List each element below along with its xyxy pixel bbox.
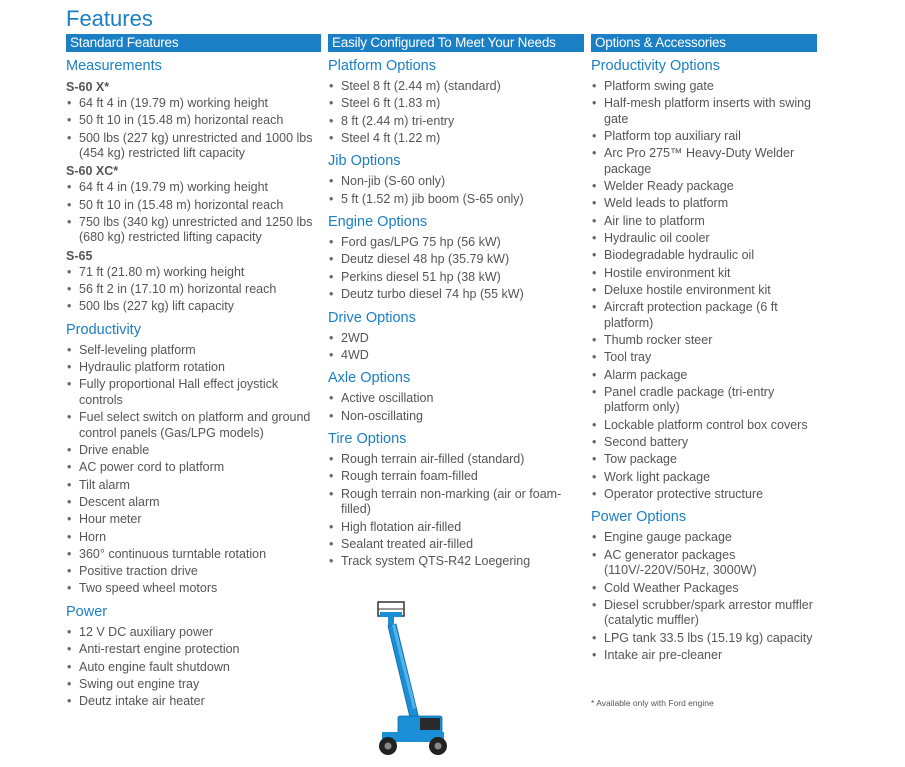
column-header: Easily Configured To Meet Your Needs xyxy=(328,34,584,52)
list-item: • Non-jib (S-60 only) xyxy=(328,174,584,190)
feature-list xyxy=(328,452,584,569)
section-jib-options xyxy=(328,153,584,207)
list-item: • 56 ft 2 in (17.10 m) horizontal reach xyxy=(66,282,321,298)
section-engine-options xyxy=(328,214,584,302)
list-item: • Work light package xyxy=(591,470,817,486)
list-item: • Hydraulic oil cooler xyxy=(591,231,817,247)
list-item: • Second battery xyxy=(591,435,817,451)
list-item: • Swing out engine tray xyxy=(66,677,321,693)
list-item: • Operator protective structure xyxy=(591,487,817,503)
footnote: * Available only with Ford engine xyxy=(591,698,714,708)
list-item: • Platform top auxiliary rail xyxy=(591,129,817,145)
page-title: Features xyxy=(66,6,153,31)
section-title: Productivity xyxy=(66,321,141,338)
list-item: • 360° continuous turntable rotation xyxy=(66,547,321,563)
section-title: Power xyxy=(66,603,108,620)
list-item: • Descent alarm xyxy=(66,495,321,511)
list-item: • Alarm package xyxy=(591,368,817,384)
list-item: • Thumb rocker steer xyxy=(591,333,817,349)
model-label: S-60 X* xyxy=(66,80,110,94)
feature-list xyxy=(328,331,584,364)
list-item: • Auto engine fault shutdown xyxy=(66,660,321,676)
list-item: • Intake air pre-cleaner xyxy=(591,648,817,664)
list-item: • Hostile environment kit xyxy=(591,266,817,282)
list-item: • AC generator packages (110V/-220V/50Hz, 3000W) xyxy=(591,548,817,579)
list-item: • 64 ft 4 in (19.79 m) working height xyxy=(66,180,321,196)
list-item: • Cold Weather Packages xyxy=(591,581,817,597)
feature-list xyxy=(66,180,321,246)
column-header: Standard Features xyxy=(66,34,321,52)
list-item: • Aircraft protection package (6 ft platform) xyxy=(591,300,817,331)
list-item: • 12 V DC auxiliary power xyxy=(66,625,321,641)
list-item: • 50 ft 10 in (15.48 m) horizontal reach xyxy=(66,113,321,129)
feature-list xyxy=(328,174,584,207)
list-item: • 5 ft (1.52 m) jib boom (S-65 only) xyxy=(328,192,584,208)
feature-list xyxy=(66,96,321,162)
list-item: • 2WD xyxy=(328,331,584,347)
model-label: S-65 xyxy=(66,248,93,263)
column-header: Options & Accessories xyxy=(591,34,817,52)
list-item: • Ford gas/LPG 75 hp (56 kW) xyxy=(328,235,584,251)
list-item: • 4WD xyxy=(328,348,584,364)
list-item: • LPG tank 33.5 lbs (15.19 kg) capacity xyxy=(591,631,817,647)
list-item: • Hour meter xyxy=(66,512,321,528)
feature-list xyxy=(66,343,321,597)
feature-list xyxy=(66,265,321,315)
list-item: • Air line to platform xyxy=(591,214,817,230)
list-item: • Sealant treated air-filled xyxy=(328,537,584,553)
list-item: • Self-leveling platform xyxy=(66,343,321,359)
list-item: • 50 ft 10 in (15.48 m) horizontal reach xyxy=(66,198,321,214)
list-item: • Deluxe hostile environment kit xyxy=(591,283,817,299)
feature-list xyxy=(591,79,817,502)
list-item: • Fully proportional Hall effect joystick controls xyxy=(66,377,321,408)
list-item: • Tow package xyxy=(591,452,817,468)
list-item: • 71 ft (21.80 m) working height xyxy=(66,265,321,281)
section-productivity-options xyxy=(591,58,817,502)
list-item: • Deutz diesel 48 hp (35.79 kW) xyxy=(328,252,584,268)
list-item: • Positive traction drive xyxy=(66,564,321,580)
feature-list xyxy=(328,79,584,146)
section-title: Measurements xyxy=(66,58,162,74)
section-platform-options xyxy=(328,58,584,146)
list-item: • Horn xyxy=(66,530,321,546)
list-item: • Hydraulic platform rotation xyxy=(66,360,321,376)
list-item: • Lockable platform control box covers xyxy=(591,418,817,434)
column-configuration xyxy=(328,34,584,577)
list-item: • Track system QTS-R42 Loegering xyxy=(328,554,584,570)
list-item: • Fuel select switch on platform and ground control panels (Gas/LPG models) xyxy=(66,410,321,441)
section-title: Engine Options xyxy=(328,214,428,231)
section-title: Jib Options xyxy=(328,153,401,170)
section-title: Power Options xyxy=(591,509,687,526)
list-item: • Arc Pro 275™ Heavy-Duty Welder package xyxy=(591,146,817,177)
model-label: S-60 XC* xyxy=(66,164,119,179)
list-item: • 64 ft 4 in (19.79 m) working height xyxy=(66,96,321,112)
list-item: • Tool tray xyxy=(591,350,817,366)
section-title: Productivity Options xyxy=(591,58,720,74)
list-item: • Anti-restart engine protection xyxy=(66,642,321,658)
list-item: • Biodegradable hydraulic oil xyxy=(591,248,817,264)
feature-list xyxy=(591,530,817,663)
section-drive-options xyxy=(328,310,584,364)
list-item: • Steel 4 ft (1.22 m) xyxy=(328,131,584,147)
column-standard-features xyxy=(66,34,321,717)
list-item: • Welder Ready package xyxy=(591,179,817,195)
list-item: • Diesel scrubber/spark arrestor muffler (catalytic muffler) xyxy=(591,598,817,629)
section-tire-options xyxy=(328,431,584,569)
section-title: Platform Options xyxy=(328,58,436,74)
list-item: • 500 lbs (227 kg) unrestricted and 1000 lbs (454 kg) restricted lift capacity xyxy=(66,131,321,162)
feature-list xyxy=(328,235,584,302)
section-title: Axle Options xyxy=(328,370,411,387)
list-item: • Non-oscillating xyxy=(328,409,584,425)
list-item: • Active oscillation xyxy=(328,391,584,407)
list-item: • Half-mesh platform inserts with swing gate xyxy=(591,96,817,127)
list-item: • High flotation air-filled xyxy=(328,520,584,536)
section-title: Drive Options xyxy=(328,309,416,326)
list-item: • Steel 6 ft (1.83 m) xyxy=(328,96,584,112)
section-axle-options xyxy=(328,370,584,424)
list-item: • Perkins diesel 51 hp (38 kW) xyxy=(328,270,584,286)
list-item: • 750 lbs (340 kg) unrestricted and 1250 lbs (680 kg) restricted lifting capacity xyxy=(66,215,321,246)
feature-list xyxy=(66,625,321,710)
list-item: • Engine gauge package xyxy=(591,530,817,546)
list-item: • Drive enable xyxy=(66,443,321,459)
list-item: • Rough terrain non-marking (air or foam-filled) xyxy=(328,487,584,518)
section-power-options xyxy=(591,509,817,663)
list-item: • 500 lbs (227 kg) lift capacity xyxy=(66,299,321,315)
section-measurements xyxy=(66,58,321,315)
list-item: • Deutz turbo diesel 74 hp (55 kW) xyxy=(328,287,584,303)
section-title: Tire Options xyxy=(328,431,407,448)
list-item: • Two speed wheel motors xyxy=(66,581,321,597)
section-productivity xyxy=(66,322,321,597)
boom-lift-image xyxy=(358,598,468,760)
list-item: • Weld leads to platform xyxy=(591,196,817,212)
feature-list xyxy=(328,391,584,424)
list-item: • Rough terrain foam-filled xyxy=(328,469,584,485)
section-power xyxy=(66,604,321,710)
list-item: • Steel 8 ft (2.44 m) (standard) xyxy=(328,79,584,95)
list-item: • AC power cord to platform xyxy=(66,460,321,476)
list-item: • Tilt alarm xyxy=(66,478,321,494)
column-options-accessories xyxy=(591,34,817,670)
list-item: • 8 ft (2.44 m) tri-entry xyxy=(328,114,584,130)
list-item: • Rough terrain air-filled (standard) xyxy=(328,452,584,468)
list-item: • Deutz intake air heater xyxy=(66,694,321,710)
list-item: • Panel cradle package (tri-entry platform only) xyxy=(591,385,817,416)
list-item: • Platform swing gate xyxy=(591,79,817,95)
